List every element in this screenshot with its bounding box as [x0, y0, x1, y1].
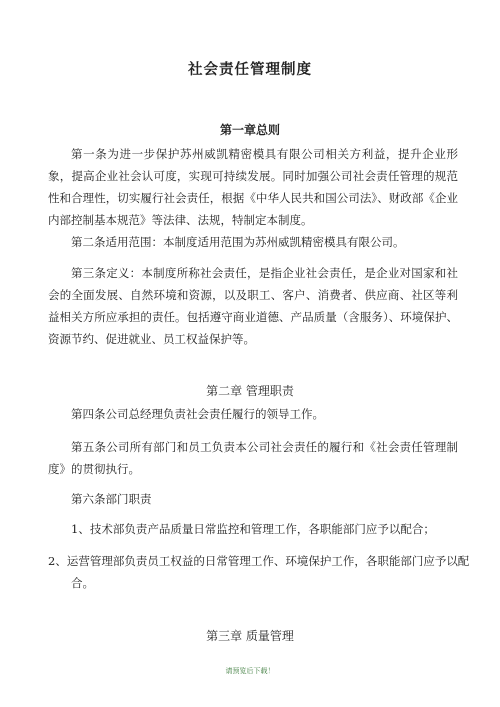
duty-item-1: 1、技术部负责产品质量日常监控和管理工作，各职能部门应予以配合；	[71, 522, 435, 536]
preview-footer-note: 请预览后下载！	[225, 667, 275, 675]
chapter-3-heading: 第三章 质量管理	[206, 629, 294, 643]
article-2: 第二条适用范围：本制度适用范围为苏州威凯精密模具有限公司。	[71, 235, 405, 249]
article-5: 第五条公司所有部门和员工负责本公司社会责任的履行和《社会责任管理制度》的贯彻执行。	[48, 440, 458, 476]
chapter-2-heading: 第二章 管理职责	[206, 384, 294, 398]
article-3: 第三条定义：本制度所称社会责任，是指企业社会责任，是企业对国家和社会的全面发展、自然环境和资源，以及职工、客户、消费者、供应商、社区等利益相关方所应承担的责任。包括遵守商业道德、产品质量（含服务）、环境保护、资源节约、促进就业、员工权益保护等。	[48, 266, 458, 346]
article-1: 第一条为进一步保护苏州威凯精密模具有限公司相关方利益，提升企业形象，提高企业社会认可度，实现可持续发展。同时加强公司社会责任管理的规范性和合理性，切实履行社会责任，根据《中华人民共和国公司法》、财政部《企业内部控制基本规范》等法律、法规，特制定本制度。	[48, 147, 458, 227]
article-6: 第六条部门职责	[71, 492, 152, 506]
chapter-1-heading: 第一章总则	[219, 123, 280, 137]
document-title: 社会责任管理制度	[188, 62, 312, 78]
article-4: 第四条公司总经理负责社会责任履行的领导工作。	[71, 407, 324, 421]
duty-item-2: 2、运营管理部负责员工权益的日常管理工作、环境保护工作，各职能部门应予以配合。	[48, 554, 470, 590]
